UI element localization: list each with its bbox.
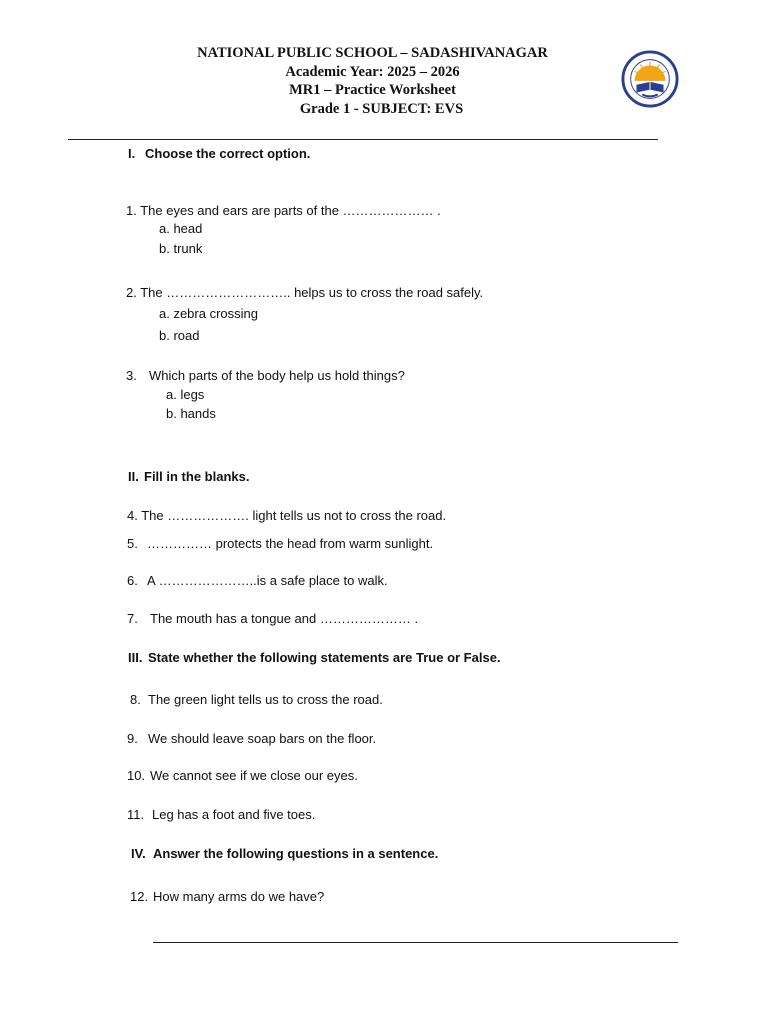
header-divider xyxy=(68,139,658,140)
question-2-option-b: b. road xyxy=(159,328,200,343)
question-6: A …………………..is a safe place to walk. xyxy=(147,573,388,588)
section-3-number: III. xyxy=(128,650,143,665)
question-1: 1. The eyes and ears are parts of the ………………… . xyxy=(126,203,441,218)
question-11: Leg has a foot and five toes. xyxy=(152,807,316,822)
section-4-title: Answer the following questions in a sentence. xyxy=(153,846,439,861)
question-10-number: 10. xyxy=(127,768,146,783)
question-6-number: 6. xyxy=(127,573,138,588)
question-8-number: 8. xyxy=(130,692,141,707)
academic-year: Academic Year: 2025 – 2026 xyxy=(285,63,460,80)
worksheet-header xyxy=(150,44,595,118)
question-5-number: 5. xyxy=(127,536,138,551)
question-9-number: 9. xyxy=(127,731,138,746)
school-name: NATIONAL PUBLIC SCHOOL – SADASHIVANAGAR xyxy=(197,45,548,61)
school-logo-icon xyxy=(621,50,679,108)
question-5: …………… protects the head from warm sunlight. xyxy=(147,536,434,551)
section-1-number: I. xyxy=(128,146,136,161)
question-2-option-a: a. zebra crossing xyxy=(159,306,258,321)
section-3-title: State whether the following statements are True or False. xyxy=(148,650,501,665)
question-11-number: 11. xyxy=(127,807,145,822)
question-3-option-a: a. legs xyxy=(166,387,205,402)
section-4-number: IV. xyxy=(131,846,146,861)
section-2-number: II. xyxy=(128,469,139,484)
question-2: 2. The ……………………….. helps us to cross the road safely. xyxy=(126,285,484,300)
question-7: The mouth has a tongue and ………………… . xyxy=(150,611,419,626)
question-3-number: 3. xyxy=(126,368,137,383)
grade-subject: Grade 1 - SUBJECT: EVS xyxy=(299,100,464,117)
question-12-number: 12. xyxy=(130,889,149,904)
question-1-option-a: a. head xyxy=(159,221,203,236)
section-2-title: Fill in the blanks. xyxy=(144,469,250,484)
question-7-number: 7. xyxy=(127,611,138,626)
question-1-option-b: b. trunk xyxy=(159,241,203,256)
question-3: Which parts of the body help us hold things? xyxy=(149,368,405,383)
question-3-option-b: b. hands xyxy=(166,406,216,421)
question-8: The green light tells us to cross the road. xyxy=(148,692,383,707)
question-4: 4. The ………………. light tells us not to cross the road. xyxy=(127,508,447,523)
question-9: We should leave soap bars on the floor. xyxy=(148,731,377,746)
worksheet-title: MR1 – Practice Worksheet xyxy=(289,82,456,98)
question-10: We cannot see if we close our eyes. xyxy=(150,768,358,783)
question-12: How many arms do we have? xyxy=(153,889,325,904)
section-1-title: Choose the correct option. xyxy=(145,146,311,161)
answer-line xyxy=(153,942,678,943)
